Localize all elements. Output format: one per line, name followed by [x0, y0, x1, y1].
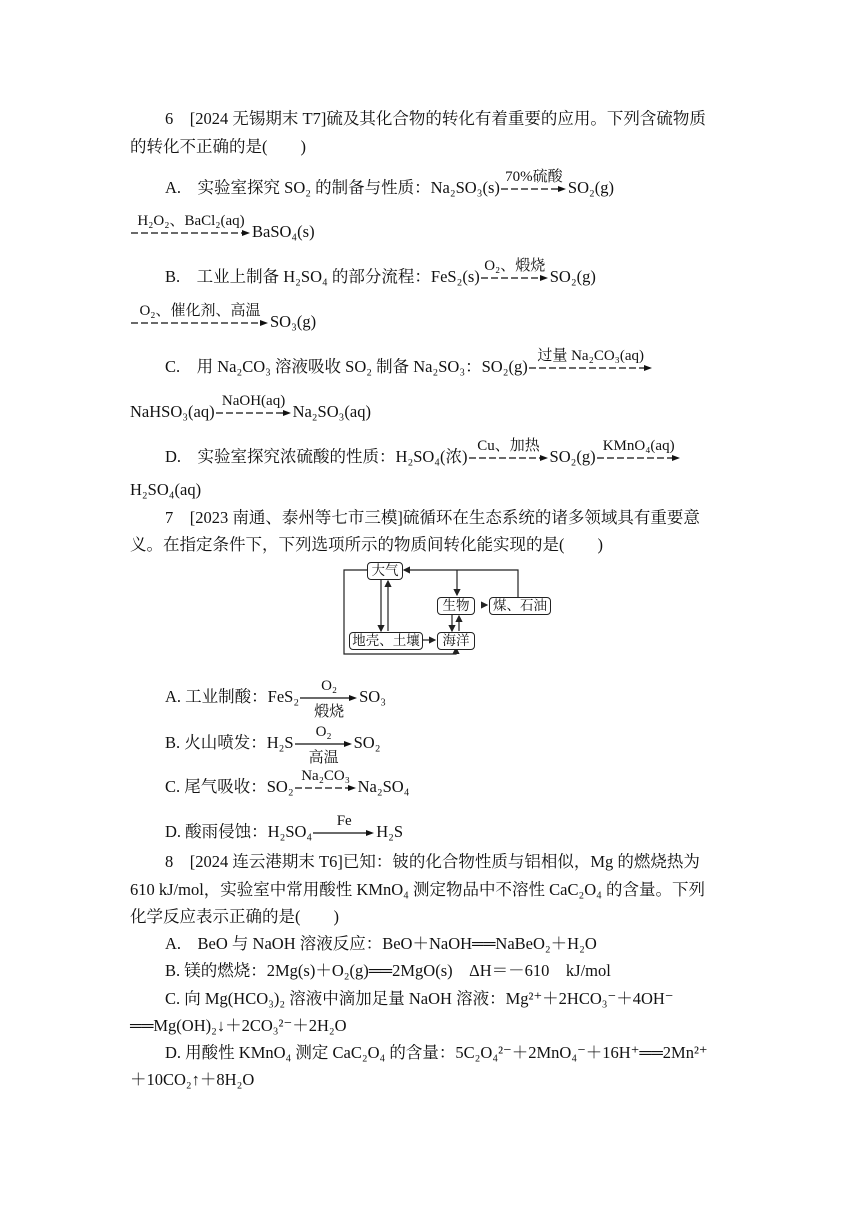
- q7-option-c[interactable]: [165, 768, 410, 797]
- q8-option-d-line2[interactable]: ＋10CO₂↑＋8H₂O: [130, 1070, 255, 1089]
- q6-a-product2: BaSO₄(s): [252, 222, 315, 241]
- q8-option-b[interactable]: B. 镁的燃烧：2Mg(s)＋O₂(g)══2MgO(s) ΔH＝－610 kJ/mol: [165, 961, 611, 980]
- q6-option-b-line1[interactable]: [165, 258, 596, 287]
- reaction-arrow: [597, 438, 681, 462]
- arrow-condition: O₂、煅烧: [484, 258, 546, 274]
- q6-a-product1: SO₂(g): [567, 178, 614, 197]
- q6-stem-line2: 的转化不正确的是( ): [130, 137, 306, 156]
- node-atmosphere: 大气: [367, 562, 403, 580]
- reaction-arrow: [300, 678, 358, 720]
- q8-option-d-line1[interactable]: D. 用酸性 KMnO₄ 测定 CaC₂O₄ 的含量：5C₂O₄²⁻＋2MnO₄⁻＋16H⁺══2Mn²⁺: [165, 1043, 708, 1062]
- arrow-condition-top: O₂: [315, 724, 332, 740]
- arrow-condition: 70%硫酸: [505, 169, 563, 185]
- q7-a-prefix: A. 工业制酸：FeS₂: [165, 687, 300, 706]
- reaction-arrow: [529, 348, 653, 372]
- q8-stem-line3: 化学反应表示正确的是( ): [130, 907, 339, 926]
- q6-a-prefix: A. 实验室探究 SO₂ 的制备与性质：Na₂SO₃(s): [165, 178, 500, 197]
- q7-option-d[interactable]: [165, 813, 404, 842]
- q6-option-c-line1[interactable]: [165, 348, 654, 377]
- q7-d-product: H₂S: [376, 822, 404, 841]
- q6-option-d-line1[interactable]: [165, 438, 682, 467]
- reaction-arrow: [469, 438, 549, 462]
- q6-d-product1: SO₂(g): [549, 447, 596, 466]
- q8-stem-line2: 610 kJ/mol，实验室中常用酸性 KMnO₄ 测定物品中不溶性 CaC₂O₄ 的含量。下列: [130, 880, 706, 899]
- sulfur-cycle-diagram: [343, 561, 553, 661]
- reaction-arrow: [313, 813, 375, 837]
- node-crust-soil: 地壳、土壤: [349, 632, 423, 650]
- q6-b-prefix: B. 工业上制备 H₂SO₄ 的部分流程：FeS₂(s): [165, 267, 480, 286]
- q8-option-c-line2[interactable]: ══Mg(OH)₂↓＋2CO₃²⁻＋2H₂O: [130, 1016, 347, 1035]
- q8-option-a[interactable]: A. BeO 与 NaOH 溶液反应：BeO＋NaOH══NaBeO₂＋H₂O: [165, 934, 597, 953]
- q7-c-product: Na₂SO₄: [357, 777, 410, 796]
- q7-option-a[interactable]: [165, 678, 386, 720]
- q7-stem-line2: 义。在指定条件下，下列选项所示的物质间转化能实现的是( ): [130, 535, 603, 554]
- node-coal-oil: 煤、石油: [489, 597, 551, 615]
- q7-c-prefix: C. 尾气吸收：SO₂: [165, 777, 294, 796]
- arrow-condition-bottom: 高温: [308, 750, 339, 766]
- arrow-condition: H₂O₂、BaCl₂(aq): [137, 213, 245, 229]
- reaction-arrow: [131, 303, 269, 327]
- arrow-condition: NaOH(aq): [221, 393, 286, 409]
- node-organisms: 生物: [437, 597, 475, 615]
- reaction-arrow: [295, 768, 357, 792]
- q6-c-product1: NaHSO₃(aq): [130, 402, 215, 421]
- q6-option-a-line1[interactable]: [165, 169, 614, 198]
- q6-c-prefix: C. 用 Na₂CO₃ 溶液吸收 SO₂ 制备 Na₂SO₃：SO₂(g): [165, 357, 528, 376]
- q6-d-prefix: D. 实验室探究浓硫酸的性质：H₂SO₄(浓): [165, 447, 468, 466]
- q6-option-c-line2[interactable]: [130, 393, 371, 422]
- q6-stem-line1: 6 [2024 无锡期末 T7]硫及其化合物的转化有着重要的应用。下列含硫物质: [165, 109, 706, 128]
- arrow-condition: O₂、催化剂、高温: [139, 303, 261, 319]
- q6-option-a-line2[interactable]: [130, 213, 315, 242]
- arrow-condition-top: Fe: [336, 813, 352, 829]
- arrow-condition-top: Na₂CO₃: [301, 768, 350, 784]
- q7-stem-line1: 7 [2023 南通、泰州等七市三模]硫循环在生态系统的诸多领域具有重要意: [165, 508, 700, 527]
- q6-option-d-line2[interactable]: H₂SO₄(aq): [130, 480, 202, 499]
- arrow-condition: Cu、加热: [477, 438, 540, 454]
- reaction-arrow: [481, 258, 549, 282]
- q6-b-product2: SO₃(g): [270, 312, 317, 331]
- q6-option-b-line2[interactable]: [130, 303, 317, 332]
- q7-b-prefix: B. 火山喷发：H₂S: [165, 733, 294, 752]
- reaction-arrow: [295, 724, 353, 766]
- reaction-arrow: [131, 213, 251, 237]
- q8-option-c-line1[interactable]: C. 向 Mg(HCO₃)₂ 溶液中滴加足量 NaOH 溶液：Mg²⁺＋2HCO₃⁻＋4OH⁻: [165, 989, 674, 1008]
- arrow-condition: KMnO₄(aq): [602, 438, 675, 454]
- q6-b-product1: SO₂(g): [549, 267, 596, 286]
- q7-d-prefix: D. 酸雨侵蚀：H₂SO₄: [165, 822, 313, 841]
- q6-c-product2: Na₂SO₃(aq): [292, 402, 371, 421]
- arrow-condition-bottom: 煅烧: [314, 704, 345, 720]
- arrow-condition: 过量 Na₂CO₃(aq): [537, 348, 645, 364]
- q8-stem-line1: 8 [2024 连云港期末 T6]已知：铍的化合物性质与铝相似，Mg 的燃烧热为: [165, 852, 700, 871]
- reaction-arrow: [216, 393, 292, 417]
- q7-a-product: SO₃: [359, 687, 386, 706]
- node-ocean: 海洋: [437, 632, 475, 650]
- q7-option-b[interactable]: [165, 724, 381, 766]
- arrow-condition-top: O₂: [321, 678, 338, 694]
- q7-b-product: SO₂: [353, 733, 381, 752]
- reaction-arrow: [501, 169, 567, 193]
